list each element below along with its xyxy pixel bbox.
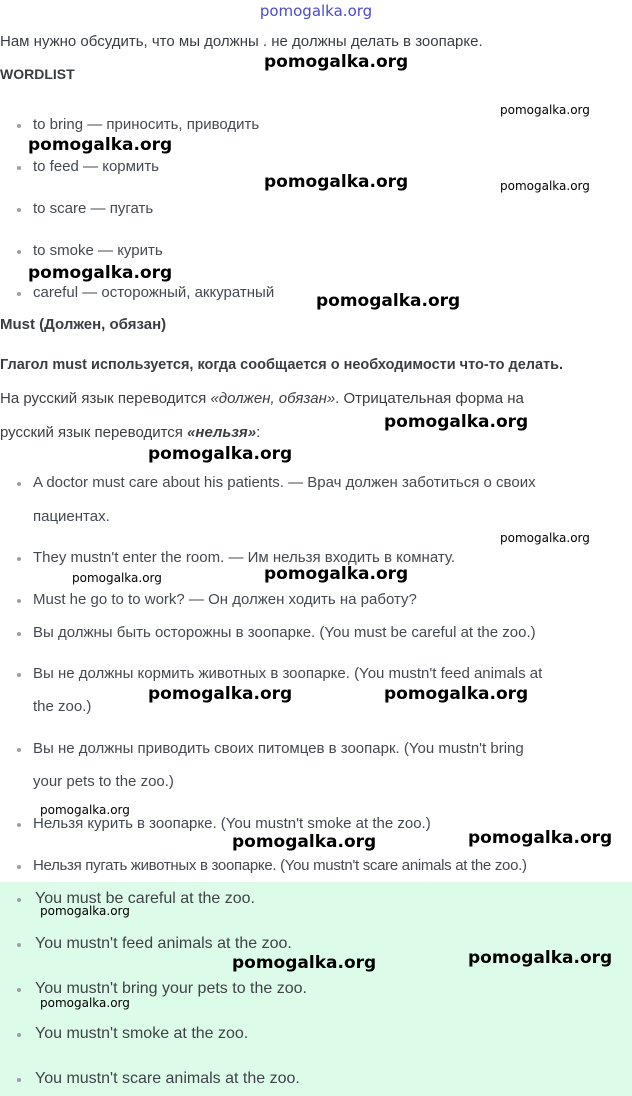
bullet-icon	[17, 898, 21, 902]
watermark: pomogalka.org	[384, 684, 529, 704]
bullet-icon	[17, 988, 21, 992]
watermark: pomogalka.org	[468, 948, 613, 968]
bullet-icon	[17, 673, 21, 677]
intro-text: Нам нужно обсудить, что мы должны . не должны делать в зоопарке.	[0, 33, 483, 50]
bullet-icon	[17, 865, 21, 869]
watermark: pomogalka.org	[232, 953, 377, 973]
watermark: pomogalka.org	[28, 135, 173, 155]
translation-line-2: русский язык переводится «нельзя»:	[0, 424, 261, 441]
watermark: pomogalka.org	[384, 412, 529, 432]
watermark: pomogalka.org	[500, 103, 590, 117]
watermark: pomogalka.org	[264, 52, 409, 72]
bullet-icon	[17, 748, 21, 752]
watermark: pomogalka.org	[148, 444, 293, 464]
bullet-icon	[17, 166, 21, 170]
watermark: pomogalka.org	[148, 684, 293, 704]
bullet-icon	[17, 599, 21, 603]
bullet-icon	[17, 292, 21, 296]
document-page: pomogalka.org Нам нужно обсудить, что мы должны . не должны делать в зоопарке. WORDLIST to bring — приносить, приводить to feed — кормить to scare — пугать to smoke — курить careful — осторожный, аккуратный Must (Должен, обязан) Глагол must используется, когда сообщается о необходимости что-то делать. На русский язык переводится «должен, обязан». Отрицательная форма на русский язык переводится «нельзя»: A doctor must care about his patients. — Врач должен заботиться о своих пациентах. They mustn't enter the room. — Им нельзя входить в комнату. Must he go to to work? — Он должен ходить на работу? Вы должны быть осторожны в зоопарке. (You must be careful at the zoo.) Вы не должны кормить животных в зоопарке. (You mustn't feed animals at the zoo.) Вы не должны приводить своих питомцев в зоопарк. (You mustn't bring your pets to the zoo.) Нельзя курить в зоопарке. (You mustn't smoke at the zoo.) Нельзя пугать животных в зоопарке. (You mustn't scare animals at the zoo.) You must be careful at the zoo. You mustn't feed animals at the zoo. You mustn't bring your pets to the zoo. You mustn't smoke at the zoo. You mustn't scare animals at the zoo. pomogalka.org pomogalka.org pomogalka.org pomogalka.org pomogalka.org pomogalka.org pomogalka.org pomogalka.org pomogalka.org pomogalka.org pomogalka.org pomogalka.org pomogalka.org pomogalka.org pomogalka.org pomogalka.org pomogalka.org pomogalka.org pomogalka.org pomogalka.org pomogalka.org	[0, 0, 632, 1096]
watermark: pomogalka.org	[468, 828, 613, 848]
translation-line-1: На русский язык переводится «должен, обязан». Отрицательная форма на	[0, 390, 524, 407]
watermark: pomogalka.org	[264, 564, 409, 584]
must-title: Must (Должен, обязан)	[0, 316, 167, 333]
bullet-icon	[17, 250, 21, 254]
site-header[interactable]: pomogalka.org	[259, 2, 373, 20]
watermark: pomogalka.org	[316, 291, 461, 311]
watermark: pomogalka.org	[232, 832, 377, 852]
bullet-icon	[17, 557, 21, 561]
bullet-icon	[17, 208, 21, 212]
bullet-icon	[17, 1078, 21, 1082]
watermark: pomogalka.org	[72, 571, 162, 585]
watermark: pomogalka.org	[500, 179, 590, 193]
watermark: pomogalka.org	[28, 263, 173, 283]
bullet-icon	[17, 482, 21, 486]
watermark: pomogalka.org	[40, 904, 130, 918]
bullet-icon	[17, 1033, 21, 1037]
bullet-icon	[17, 124, 21, 128]
bullet-icon	[17, 943, 21, 947]
wordlist-title: WORDLIST	[0, 66, 75, 82]
answer-box: You must be careful at the zoo. You mustn't feed animals at the zoo. You mustn't bring your pets to the zoo. You mustn't smoke at the zoo. You mustn't scare animals at the zoo.	[0, 882, 632, 1096]
rule-text: Глагол must используется, когда сообщается о необходимости что-то делать.	[0, 357, 564, 373]
watermark: pomogalka.org	[40, 996, 130, 1010]
watermark: pomogalka.org	[264, 172, 409, 192]
watermark: pomogalka.org	[500, 531, 590, 545]
bullet-icon	[17, 632, 21, 636]
bullet-icon	[17, 823, 21, 827]
watermark: pomogalka.org	[40, 803, 130, 817]
